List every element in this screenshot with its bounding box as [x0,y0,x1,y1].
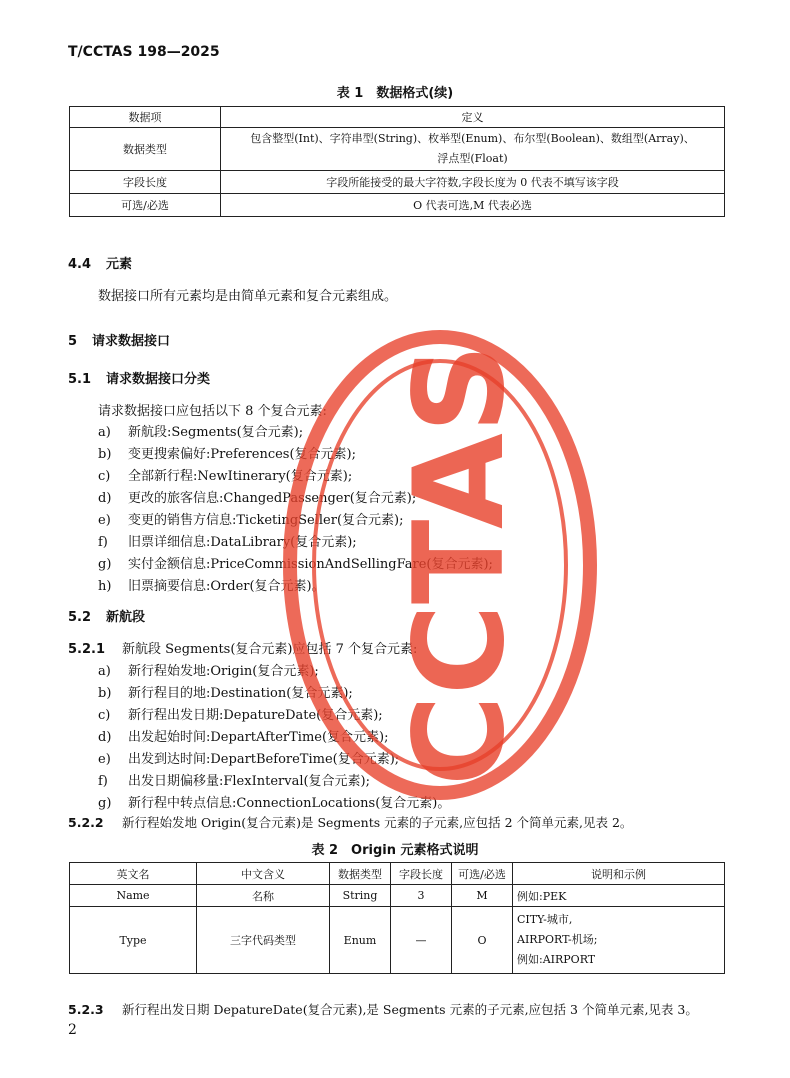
table-header-row [70,863,725,885]
table-cell: String [330,885,391,907]
table-cell [221,128,725,171]
list-item [98,509,403,528]
section-number: 5 [68,334,78,349]
list-marker: c) [98,708,111,723]
list-text: 旧票摘要信息:Order(复合元素)。 [128,579,325,594]
list-text: 变更的销售方信息:TicketingSeller(复合元素); [128,513,404,528]
table-row [70,128,725,171]
list-marker: g) [98,796,112,811]
table-header-cell: 中文含义 [197,863,330,885]
section-number: 5.2.1 [68,642,106,657]
table-header-cell: 数据类型 [330,863,391,885]
table1-caption: 表 1 数据格式(续) [336,86,454,101]
list-marker: h) [98,579,112,594]
table-header-cell: 字段长度 [391,863,452,885]
paragraph [68,1000,698,1018]
list-text: 新航段:Segments(复合元素); [128,425,304,440]
table-cell: 可选/必选 [70,194,221,217]
table-cell: 字段所能接受的最大字符数,字段长度为 0 代表不填写该字段 [221,171,725,194]
table-cell: 数据类型 [70,128,221,171]
list-text: 旧票详细信息:DataLibrary(复合元素); [128,535,357,550]
paragraph [68,813,632,831]
table-cell: 3 [391,885,452,907]
section-number: 4.4 [68,257,92,272]
list-text: 新行程始发地:Origin(复合元素); [128,664,319,679]
section-heading [68,368,210,387]
table-cell: Name [70,885,197,907]
table-cell: — [391,907,452,974]
table-header-row [70,107,725,128]
table-row [70,171,725,194]
section-number: 5.1 [68,372,92,387]
list-text: 出发起始时间:DepartAfterTime(复合元素); [128,730,389,745]
table-cell: 名称 [197,885,330,907]
list-marker: f) [98,535,108,550]
table-cell: 例如:PEK [513,885,725,907]
paragraph-text: 新行程出发日期 DepatureDate(复合元素),是 Segments 元素的子元素,应包括 3 个简单元素,见表 3。 [122,1002,698,1017]
paragraph-text: 新行程始发地 Origin(复合元素)是 Segments 元素的子元素,应包括 2 个简单元素,见表 2。 [122,815,633,830]
table-cell-line: CITY-城市, [517,913,573,926]
table-cell-line: 例如:AIRPORT [517,953,596,966]
list-item [98,575,325,594]
table-row [70,907,725,974]
list-marker: b) [98,447,112,462]
paragraph [68,638,417,657]
paragraph-text: 新航段 Segments(复合元素)应包括 7 个复合元素: [122,642,418,657]
table-header-cell: 英文名 [70,863,197,885]
list-text: 出发到达时间:DepartBeforeTime(复合元素); [128,752,400,767]
table-cell: Enum [330,907,391,974]
table-header-cell: 数据项 [70,107,221,128]
list-text: 变更搜索偏好:Preferences(复合元素); [128,447,356,462]
table-cell: 字段长度 [70,171,221,194]
list-item [98,465,352,484]
list-text: 更改的旅客信息:ChangedPassenger(复合元素); [128,491,417,506]
list-marker: d) [98,491,112,506]
list-item [98,487,416,506]
list-marker: d) [98,730,112,745]
list-marker: e) [98,752,111,767]
section-title: 请求数据接口分类 [106,372,211,387]
document-id: T/CCTAS 198—2025 [68,44,220,60]
list-item [98,421,303,440]
list-item [98,553,493,572]
section-title: 新航段 [106,610,146,625]
list-text: 新行程中转点信息:ConnectionLocations(复合元素)。 [128,796,451,811]
table-cell: M [452,885,513,907]
list-item [98,770,370,789]
stamp-text: CCTAS [388,343,533,787]
table-header-cell: 定义 [221,107,725,128]
table-row [70,885,725,907]
list-item [98,726,388,745]
table-cell-line: 包含整型(Int)、字符串型(String)、枚举型(Enum)、布尔型(Boolean)、数组型(Array)、 [250,132,695,145]
section-title: 元素 [106,257,133,272]
list-item [98,443,356,462]
table-cell: O 代表可选,M 代表必选 [221,194,725,217]
list-marker: b) [98,686,112,701]
list-item [98,531,357,550]
section-number: 5.2 [68,610,92,625]
list-marker: a) [98,425,111,440]
list-marker: c) [98,469,111,484]
section-number: 5.2.2 [68,815,104,830]
list-text: 新行程目的地:Destination(复合元素); [128,686,353,701]
table-cell: Type [70,907,197,974]
table-cell [513,907,725,974]
table2-caption: 表 2 Origin 元素格式说明 [311,843,479,858]
paragraph: 数据接口所有元素均是由简单元素和复合元素组成。 [98,289,398,304]
paragraph: 请求数据接口应包括以下 8 个复合元素: [98,404,327,419]
list-marker: e) [98,513,111,528]
list-text: 全部新行程:NewItinerary(复合元素); [128,469,353,484]
section-heading [68,253,132,272]
list-text: 出发日期偏移量:FlexInterval(复合元素); [128,774,370,789]
list-item [98,704,383,723]
table-cell: 三字代码类型 [197,907,330,974]
list-item [98,660,319,679]
list-item [98,792,450,811]
list-text: 新行程出发日期:DepatureDate(复合元素); [128,708,383,723]
table-cell-line: 浮点型(Float) [437,152,508,165]
section-heading [68,606,145,625]
section-number: 5.2.3 [68,1002,104,1017]
table1 [69,106,725,217]
table-cell: O [452,907,513,974]
section-title: 请求数据接口 [92,334,171,349]
list-marker: a) [98,664,111,679]
section-heading [68,330,170,349]
page-number: 2 [68,1022,77,1038]
list-marker: g) [98,557,112,572]
table-header-cell: 说明和示例 [513,863,725,885]
table-cell-line: AIRPORT-机场; [517,933,598,946]
list-item [98,748,399,767]
table2 [69,862,725,974]
list-text: 实付金额信息:PriceCommissionAndSellingFare(复合元素); [128,557,493,572]
table-row [70,194,725,217]
table-header-cell: 可选/必选 [452,863,513,885]
list-marker: f) [98,774,108,789]
list-item [98,682,353,701]
